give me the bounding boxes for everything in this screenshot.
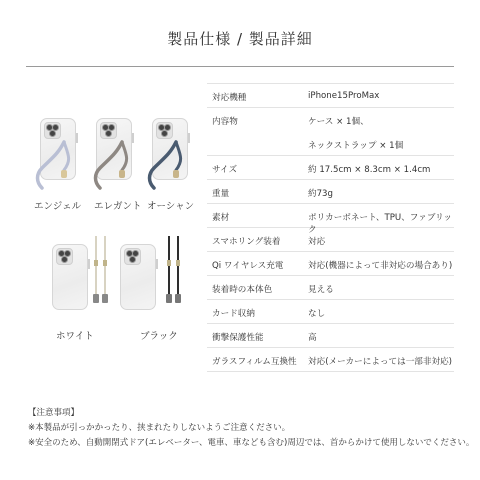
note-line: ※本製品が引っかかったり、挟まれたりしないようご注意ください。 [28, 423, 291, 433]
variant-label: ホワイト [56, 331, 94, 342]
spec-value: ケース × 1個、 [308, 117, 369, 127]
spec-value: 約73g [308, 189, 333, 199]
spec-row [207, 347, 454, 372]
spec-row [207, 155, 454, 180]
spec-value: 対応(機器によって非対応の場合あり) [308, 261, 453, 271]
spec-key: サイズ [212, 165, 238, 175]
variant-label: エンジェル [34, 201, 82, 212]
spec-value: 対応(メーカーによっては一部非対応) [308, 357, 453, 367]
strap-icon [90, 236, 114, 310]
spec-key: 素材 [212, 213, 230, 223]
spec-key: スマホリング装着 [212, 237, 281, 247]
notes-heading: 【注意事項】 [28, 408, 80, 418]
spec-row [207, 275, 454, 300]
spec-row [207, 203, 454, 235]
spec-value: iPhone15ProMax [308, 91, 380, 101]
page-title: 製品仕様 / 製品詳細 [167, 30, 313, 48]
spec-value: 約 17.5cm × 8.3cm × 1.4cm [308, 165, 431, 175]
variant-label: エレガント [94, 201, 142, 212]
spec-key: 装着時の本体色 [212, 285, 273, 295]
spec-row [207, 299, 454, 324]
title-divider [26, 66, 454, 67]
spec-key: ガラスフィルム互換性 [212, 357, 297, 367]
variant-label: ブラック [140, 331, 178, 342]
note-line: ※安全のため、自動開閉式ドア(エレベーター、電車、車なども含む)周辺では、首からかけて使用しないでください。 [28, 438, 475, 448]
spec-value: 見える [308, 285, 334, 295]
spec-row [207, 179, 454, 204]
spec-value: 高 [308, 333, 317, 343]
spec-row [207, 83, 454, 108]
spec-key: 対応機種 [212, 93, 247, 103]
spec-value: ポリカーボネート、TPU、ファブリック [308, 213, 452, 235]
strap-icon [163, 236, 187, 310]
spec-value: 対応 [308, 237, 326, 247]
spec-row [207, 227, 454, 252]
spec-row [207, 131, 454, 156]
notes-section [28, 406, 474, 451]
spec-value: なし [308, 309, 326, 319]
strap-icon [34, 140, 80, 192]
spec-row [207, 251, 454, 276]
spec-key: Qi ワイヤレス充電 [212, 261, 284, 271]
spec-value: ネックストラップ × 1個 [308, 141, 404, 151]
strap-icon [146, 140, 192, 192]
spec-key: 衝撃保護性能 [212, 333, 264, 343]
spec-key: 内容物 [212, 117, 238, 127]
strap-icon [92, 140, 138, 192]
variant-label: オーシャン [147, 201, 195, 212]
spec-row [207, 107, 454, 131]
spec-row [207, 323, 454, 348]
phone-case-icon [120, 244, 156, 310]
spec-key: 重量 [212, 189, 230, 199]
phone-case-icon [52, 244, 88, 310]
spec-key: カード収納 [212, 309, 255, 319]
